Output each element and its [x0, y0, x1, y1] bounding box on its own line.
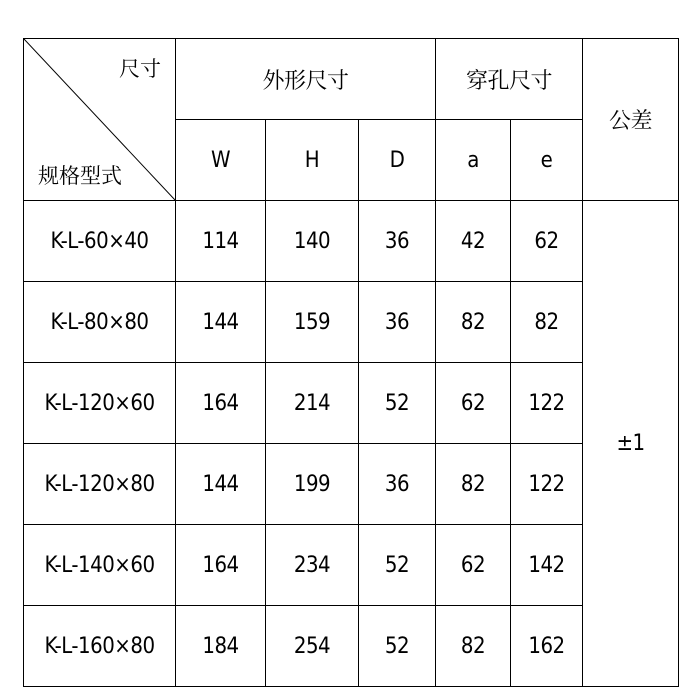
value-cell-a: 82 [436, 282, 511, 363]
tolerance-value-cell: ±1 [583, 201, 679, 687]
value-cell-e: 82 [511, 282, 583, 363]
tolerance-header: 公差 [583, 39, 679, 201]
column-header-w: W [176, 120, 266, 201]
value-cell-e: 122 [511, 444, 583, 525]
model-cell: K-L-160×80 [24, 606, 176, 687]
value-cell-a: 62 [436, 525, 511, 606]
group-header-outer-size: 外形尺寸 [176, 39, 436, 120]
value-cell-d: 36 [359, 201, 436, 282]
corner-label-dimension: 尺寸 [119, 57, 161, 81]
value-cell-d: 36 [359, 444, 436, 525]
value-cell-h: 214 [266, 363, 359, 444]
value-cell-a: 42 [436, 201, 511, 282]
value-cell-w: 144 [176, 444, 266, 525]
value-cell-a: 82 [436, 444, 511, 525]
value-cell-d: 52 [359, 525, 436, 606]
model-cell: K-L-80×80 [24, 282, 176, 363]
value-cell-d: 52 [359, 606, 436, 687]
model-cell: K-L-120×80 [24, 444, 176, 525]
table-row [24, 444, 679, 525]
table-row [24, 606, 679, 687]
value-cell-w: 144 [176, 282, 266, 363]
value-cell-h: 199 [266, 444, 359, 525]
model-cell: K-L-120×60 [24, 363, 176, 444]
value-cell-h: 159 [266, 282, 359, 363]
corner-header-cell [24, 39, 176, 201]
value-cell-e: 142 [511, 525, 583, 606]
value-cell-h: 254 [266, 606, 359, 687]
value-cell-a: 82 [436, 606, 511, 687]
column-header-e: e [511, 120, 583, 201]
spec-table [23, 38, 679, 687]
model-cell: K-L-140×60 [24, 525, 176, 606]
group-header-hole-size: 穿孔尺寸 [436, 39, 583, 120]
model-cell: K-L-60×40 [24, 201, 176, 282]
column-header-h: H [266, 120, 359, 201]
corner-label-model: 规格型式 [38, 164, 122, 188]
table-row [24, 363, 679, 444]
table-row [24, 201, 679, 282]
value-cell-w: 164 [176, 525, 266, 606]
value-cell-e: 122 [511, 363, 583, 444]
value-cell-w: 164 [176, 363, 266, 444]
value-cell-w: 184 [176, 606, 266, 687]
value-cell-w: 114 [176, 201, 266, 282]
column-header-a: a [436, 120, 511, 201]
table-row [24, 282, 679, 363]
value-cell-a: 62 [436, 363, 511, 444]
column-header-d: D [359, 120, 436, 201]
value-cell-h: 140 [266, 201, 359, 282]
value-cell-e: 62 [511, 201, 583, 282]
value-cell-d: 36 [359, 282, 436, 363]
value-cell-h: 234 [266, 525, 359, 606]
value-cell-e: 162 [511, 606, 583, 687]
header-row-groups [24, 39, 679, 120]
table-row [24, 525, 679, 606]
value-cell-d: 52 [359, 363, 436, 444]
